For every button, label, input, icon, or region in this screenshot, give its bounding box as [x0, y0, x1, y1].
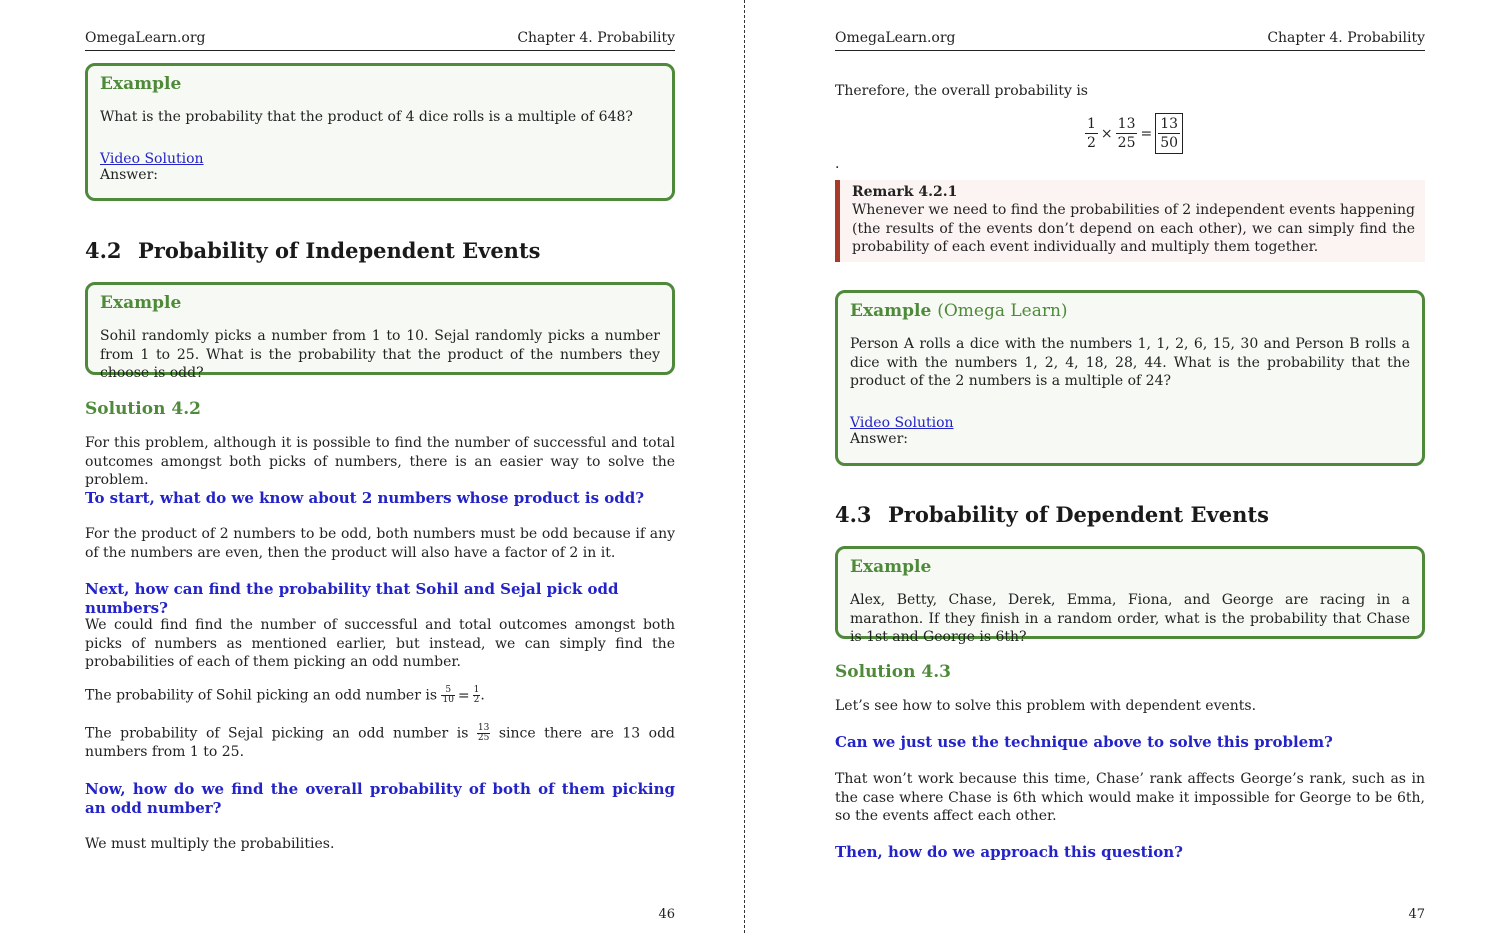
solution-heading: Solution 4.3 — [835, 662, 951, 682]
paragraph: That won’t work because this time, Chase’ rank affects George’s rank, such as in the case where Chase is 6th which would make it impossible for George to be 6th, so the events affect each other. — [835, 771, 1425, 824]
guiding-question: Next, how can find the probability that Sohil and Sejal pick odd numbers? — [85, 580, 619, 617]
section-number: 4.2 — [85, 238, 122, 263]
right-page — [835, 0, 1425, 933]
guiding-question: Can we just use the technique above to solve this problem? — [835, 733, 1333, 751]
page-number: 47 — [1408, 907, 1425, 922]
denominator: 50 — [1160, 135, 1179, 151]
display-equation — [1085, 113, 1183, 154]
denominator: 25 — [477, 733, 490, 743]
times-sign: × — [1100, 125, 1113, 142]
guiding-question: Now, how do we find the overall probability of both of them picking an odd number? — [85, 780, 675, 817]
denominator: 2 — [473, 695, 480, 705]
section-heading — [85, 238, 540, 263]
period-mark: . — [835, 156, 840, 172]
page-header — [835, 30, 1425, 51]
boxed-answer — [1155, 113, 1183, 154]
example-box — [835, 546, 1425, 645]
example-text: What is the probability that the product of 4 dice rolls is a multiple of 648? — [100, 109, 633, 125]
denominator: 10 — [442, 695, 454, 705]
example-text: Sohil randomly picks a number from 1 to 10. Sejal randomly picks a number from 1 to 25. What is the probability that the product of the numbers they choose is odd? — [100, 328, 660, 381]
fraction — [1085, 115, 1098, 152]
paragraph: For this problem, although it is possible to find the number of successful and total outcomes amongst both picks of numbers, there is an easier way to solve the problem. — [85, 435, 675, 488]
text-run: The probability of Sohil picking an odd number is — [85, 687, 442, 704]
equals-sign: = — [457, 687, 470, 704]
numerator: 1 — [1087, 116, 1096, 132]
header-site: OmegaLearn.org — [85, 30, 206, 46]
numerator: 13 — [1160, 116, 1179, 132]
section-heading — [835, 502, 1269, 527]
numerator: 1 — [473, 685, 480, 695]
fraction — [1158, 115, 1180, 152]
text-run: . — [480, 687, 485, 704]
numerator: 13 — [477, 723, 490, 733]
guiding-question: To start, what do we know about 2 numbers whose product is odd? — [85, 489, 645, 507]
equals-sign: = — [1140, 125, 1153, 142]
section-title: Probability of Dependent Events — [888, 502, 1269, 527]
denominator: 2 — [1087, 135, 1096, 151]
example-title-main: Example — [850, 301, 932, 321]
solution-heading: Solution 4.2 — [85, 399, 201, 419]
fraction — [477, 724, 490, 743]
denominator: 25 — [1117, 135, 1136, 151]
example-title-source: (Omega Learn) — [937, 301, 1068, 321]
header-site: OmegaLearn.org — [835, 30, 956, 46]
section-number: 4.3 — [835, 502, 872, 527]
paragraph: We could find find the number of successful and total outcomes amongst both picks of numbers as mentioned earlier, but instead, we can simply find the probabilities of each of them picking an odd number. — [85, 617, 675, 670]
section-title: Probability of Independent Events — [138, 238, 541, 263]
example-text: Alex, Betty, Chase, Derek, Emma, Fiona, and George are racing in a marathon. If they finish in a random order, what is the probability that Chase is 1st and George is 6th? — [850, 592, 1410, 645]
example-box — [85, 282, 675, 381]
answer-label: Answer: — [850, 430, 908, 447]
remark-title: Remark 4.2.1 — [852, 184, 958, 200]
video-solution-link[interactable]: Video Solution — [100, 150, 204, 167]
example-text: Person A rolls a dice with the numbers 1, 1, 2, 6, 15, 30 and Person B rolls a dice with the numbers 1, 2, 4, 18, 28, 44. What is the probability that the product of the 2 numbers is a multiple of 24? — [850, 336, 1410, 389]
paragraph — [85, 724, 675, 762]
header-chapter: Chapter 4. Probability — [1267, 30, 1425, 46]
numerator: 5 — [441, 686, 454, 696]
numerator: 13 — [1117, 116, 1136, 132]
paragraph: Therefore, the overall probability is — [835, 83, 1088, 99]
answer-label: Answer: — [100, 166, 158, 183]
text-run: The probability of Sejal picking an odd number is — [85, 725, 477, 742]
remark-box — [835, 180, 1425, 262]
fraction — [1116, 115, 1138, 152]
example-title: Example — [100, 74, 182, 94]
fraction — [441, 686, 454, 705]
paragraph: Let’s see how to solve this problem with dependent events. — [835, 698, 1257, 714]
example-title: Example — [850, 557, 932, 577]
example-box — [835, 290, 1425, 466]
example-title: Example — [100, 293, 182, 313]
page-divider — [744, 0, 745, 933]
page-header — [85, 30, 675, 51]
text-run: since there are 13 odd numbers from 1 to 25. — [85, 725, 676, 760]
guiding-question: Then, how do we approach this question? — [835, 843, 1183, 861]
page-number: 46 — [658, 907, 675, 922]
paragraph: We must multiply the probabilities. — [85, 836, 335, 852]
paragraph — [85, 686, 675, 705]
video-solution-link[interactable]: Video Solution — [850, 414, 954, 431]
example-box — [85, 63, 675, 201]
example-title — [850, 301, 1410, 321]
remark-text: Whenever we need to find the probabilities of 2 independent events happening (the results of the events don’t depend on each other), we can simply find the probability of each event individually and multiply them together. — [852, 202, 1415, 255]
left-page — [85, 0, 675, 933]
paragraph: For the product of 2 numbers to be odd, both numbers must be odd because if any of the numbers are even, then the product will also have a factor of 2 in it. — [85, 526, 675, 561]
header-chapter: Chapter 4. Probability — [517, 30, 675, 46]
